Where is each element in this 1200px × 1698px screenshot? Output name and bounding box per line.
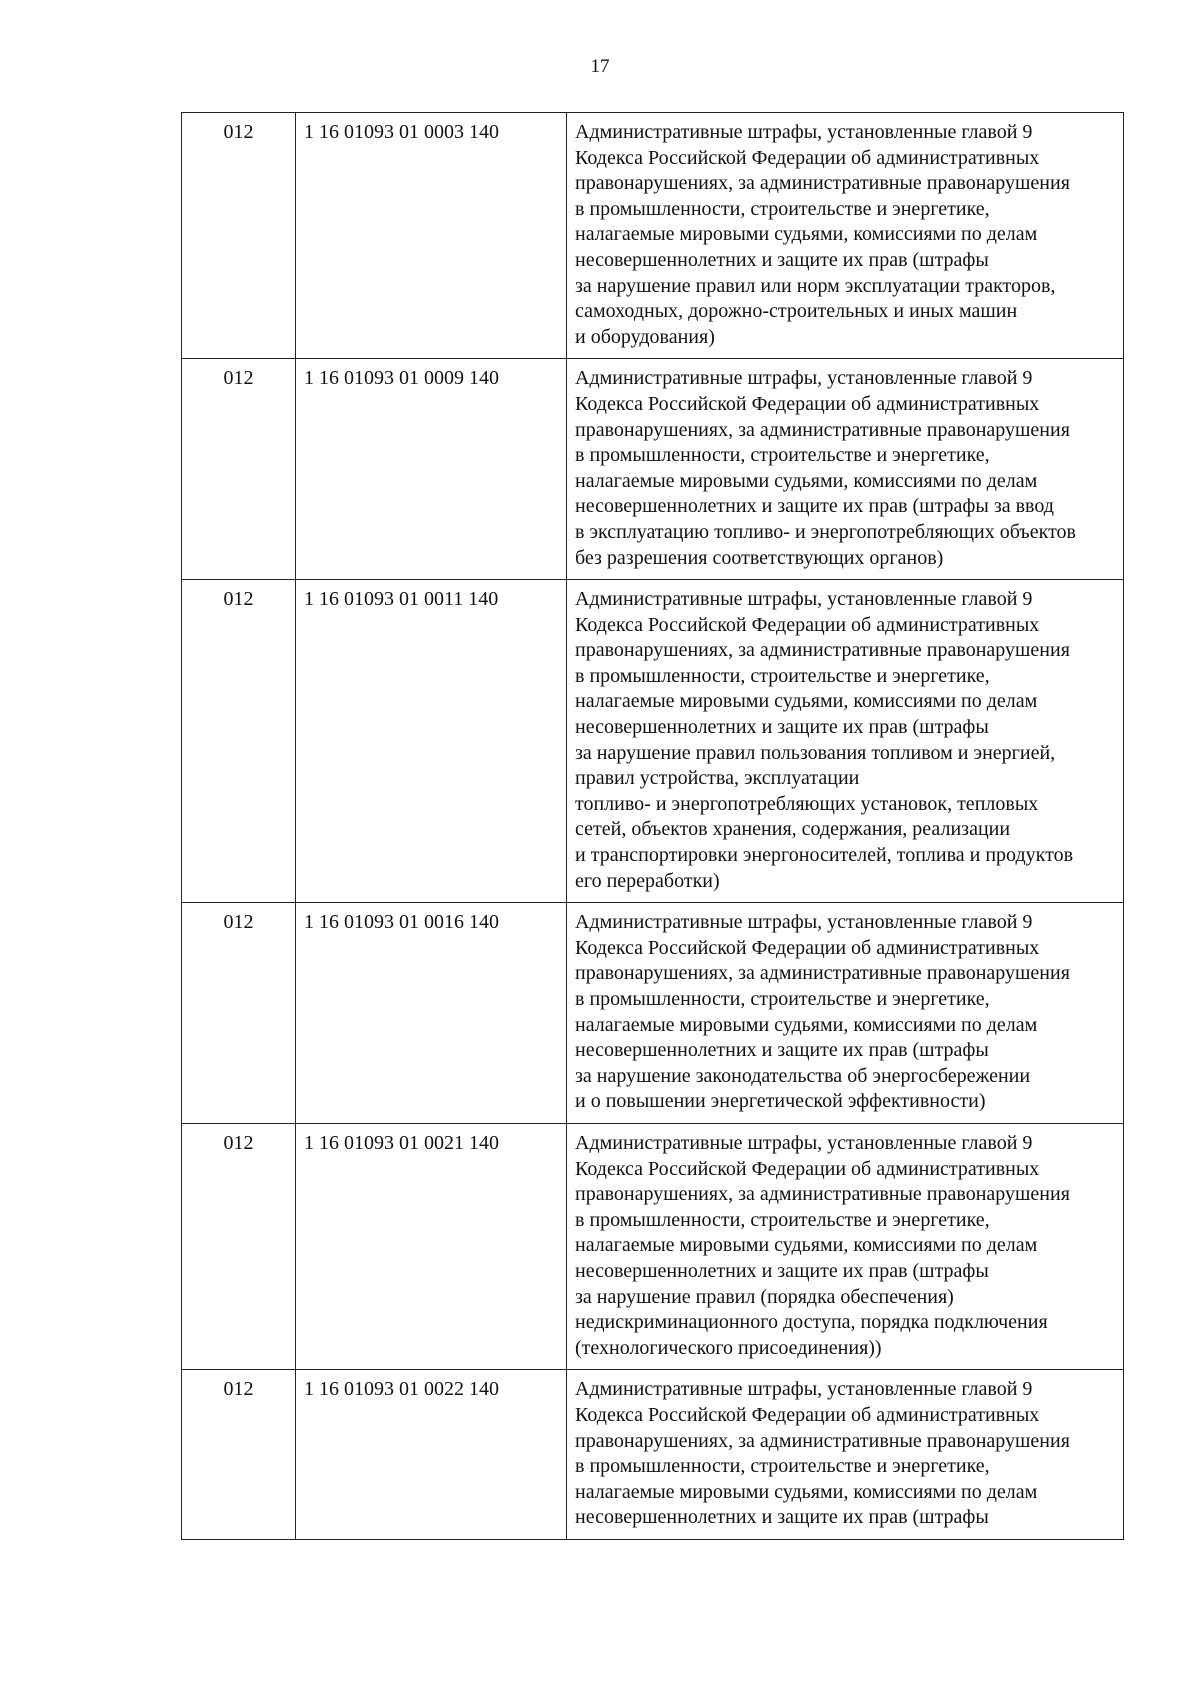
- description-line: Административные штрафы, установленные главой 9: [575, 1378, 1033, 1401]
- table-row: [182, 1123, 1124, 1369]
- budget-classification-code-cell: 1 16 01093 01 0016 140: [296, 903, 567, 1124]
- budget-classification-code-cell: 1 16 01093 01 0021 140: [296, 1123, 567, 1369]
- table-row: [182, 580, 1124, 903]
- budget-classification-code-cell: 1 16 01093 01 0011 140: [296, 580, 567, 903]
- revenue-description-cell: [567, 1123, 1124, 1369]
- administrator-code-cell: 012: [182, 580, 296, 903]
- description-line: за нарушение правил или норм эксплуатации тракторов,: [575, 274, 1056, 297]
- budget-codes-table: [181, 112, 1124, 1540]
- description-line: налагаемые мировыми судьями, комиссиями по делам: [575, 469, 1038, 492]
- description-line: в промышленности, строительстве и энергетике,: [575, 664, 990, 687]
- description-line: и оборудования): [575, 325, 715, 348]
- description-line: несовершеннолетних и защите их прав (штрафы за ввод: [575, 495, 1054, 518]
- description-line: несовершеннолетних и защите их прав (штрафы: [575, 1506, 989, 1529]
- budget-classification-code-cell: 1 16 01093 01 0003 140: [296, 113, 567, 359]
- description-line: топливо- и энергопотребляющих установок, тепловых: [575, 792, 1039, 815]
- description-line: Административные штрафы, установленные главой 9: [575, 911, 1033, 934]
- description-line: в эксплуатацию топливо- и энергопотребляющих объектов: [575, 520, 1076, 543]
- description-line: в промышленности, строительстве и энергетике,: [575, 444, 990, 467]
- description-line: правонарушениях, за административные правонарушения: [575, 172, 1070, 195]
- description-line: в промышленности, строительстве и энергетике,: [575, 197, 990, 220]
- description-line: Административные штрафы, установленные главой 9: [575, 588, 1033, 611]
- revenue-description-cell: [567, 359, 1124, 580]
- description-line: его переработки): [575, 869, 720, 892]
- administrator-code-cell: 012: [182, 903, 296, 1124]
- description-line: (технологического присоединения)): [575, 1336, 882, 1359]
- description-line: налагаемые мировыми судьями, комиссиями по делам: [575, 690, 1038, 713]
- table-row: [182, 1370, 1124, 1540]
- description-line: Административные штрафы, установленные главой 9: [575, 367, 1033, 390]
- administrator-code-cell: 012: [182, 1123, 296, 1369]
- description-line: Кодекса Российской Федерации об административных: [575, 146, 1040, 169]
- description-line: в промышленности, строительстве и энергетике,: [575, 988, 990, 1010]
- description-line: и о повышении энергетической эффективности): [575, 1090, 986, 1113]
- revenue-description-cell: [567, 1370, 1124, 1540]
- revenue-description-cell: [567, 903, 1124, 1124]
- description-line: Кодекса Российской Федерации об административных: [575, 1403, 1040, 1426]
- description-line: правонарушениях, за административные правонарушения: [575, 1183, 1070, 1206]
- description-line: в промышленности, строительстве и энергетике,: [575, 1455, 990, 1478]
- administrator-code-cell: 012: [182, 1370, 296, 1540]
- description-line: без разрешения соответствующих органов): [575, 546, 944, 569]
- description-line: несовершеннолетних и защите их прав (штрафы: [575, 716, 989, 739]
- description-line: правил устройства, эксплуатации: [575, 767, 860, 790]
- table-row: [182, 903, 1124, 1124]
- description-line: за нарушение законодательства об энергосбережении: [575, 1064, 1031, 1087]
- administrator-code-cell: 012: [182, 113, 296, 359]
- description-line: правонарушениях, за административные правонарушения: [575, 418, 1070, 441]
- revenue-description-cell: [567, 113, 1124, 359]
- description-line: Кодекса Российской Федерации об административных: [575, 936, 1040, 959]
- description-line: Административные штрафы, установленные главой 9: [575, 121, 1033, 143]
- page-number: 17: [590, 56, 610, 77]
- description-line: несовершеннолетних и защите их прав (штрафы: [575, 1039, 989, 1062]
- description-line: правонарушениях, за административные правонарушения: [575, 962, 1070, 985]
- budget-classification-code-cell: 1 16 01093 01 0022 140: [296, 1370, 567, 1540]
- description-line: Кодекса Российской Федерации об административных: [575, 1157, 1040, 1180]
- description-line: несовершеннолетних и защите их прав (штрафы: [575, 248, 989, 271]
- administrator-code-cell: 012: [182, 359, 296, 580]
- description-line: несовершеннолетних и защите их прав (штрафы: [575, 1259, 989, 1282]
- table-row: [182, 359, 1124, 580]
- description-line: самоходных, дорожно-строительных и иных машин: [575, 300, 1018, 323]
- description-line: налагаемые мировыми судьями, комиссиями по делам: [575, 1013, 1038, 1036]
- description-line: Административные штрафы, установленные главой 9: [575, 1131, 1033, 1154]
- description-line: Кодекса Российской Федерации об административных: [575, 613, 1040, 636]
- description-line: за нарушение правил пользования топливом и энергией,: [575, 741, 1056, 764]
- description-line: Кодекса Российской Федерации об административных: [575, 392, 1040, 415]
- budget-classification-code-cell: 1 16 01093 01 0009 140: [296, 359, 567, 580]
- description-line: недискриминационного доступа, порядка подключения: [575, 1311, 1048, 1334]
- description-line: в промышленности, строительстве и энергетике,: [575, 1208, 990, 1231]
- description-line: правонарушениях, за административные правонарушения: [575, 639, 1070, 662]
- table-row: [182, 113, 1124, 359]
- description-line: налагаемые мировыми судьями, комиссиями по делам: [575, 1234, 1038, 1257]
- description-line: сетей, объектов хранения, содержания, реализации: [575, 818, 1011, 841]
- description-line: налагаемые мировыми судьями, комиссиями по делам: [575, 1480, 1038, 1503]
- revenue-description-cell: [567, 580, 1124, 903]
- description-line: правонарушениях, за административные правонарушения: [575, 1429, 1070, 1452]
- description-line: за нарушение правил (порядка обеспечения): [575, 1285, 954, 1308]
- description-line: и транспортировки энергоносителей, топлива и продуктов: [575, 844, 1074, 867]
- table-body: [182, 113, 1124, 1540]
- description-line: налагаемые мировыми судьями, комиссиями по делам: [575, 223, 1038, 246]
